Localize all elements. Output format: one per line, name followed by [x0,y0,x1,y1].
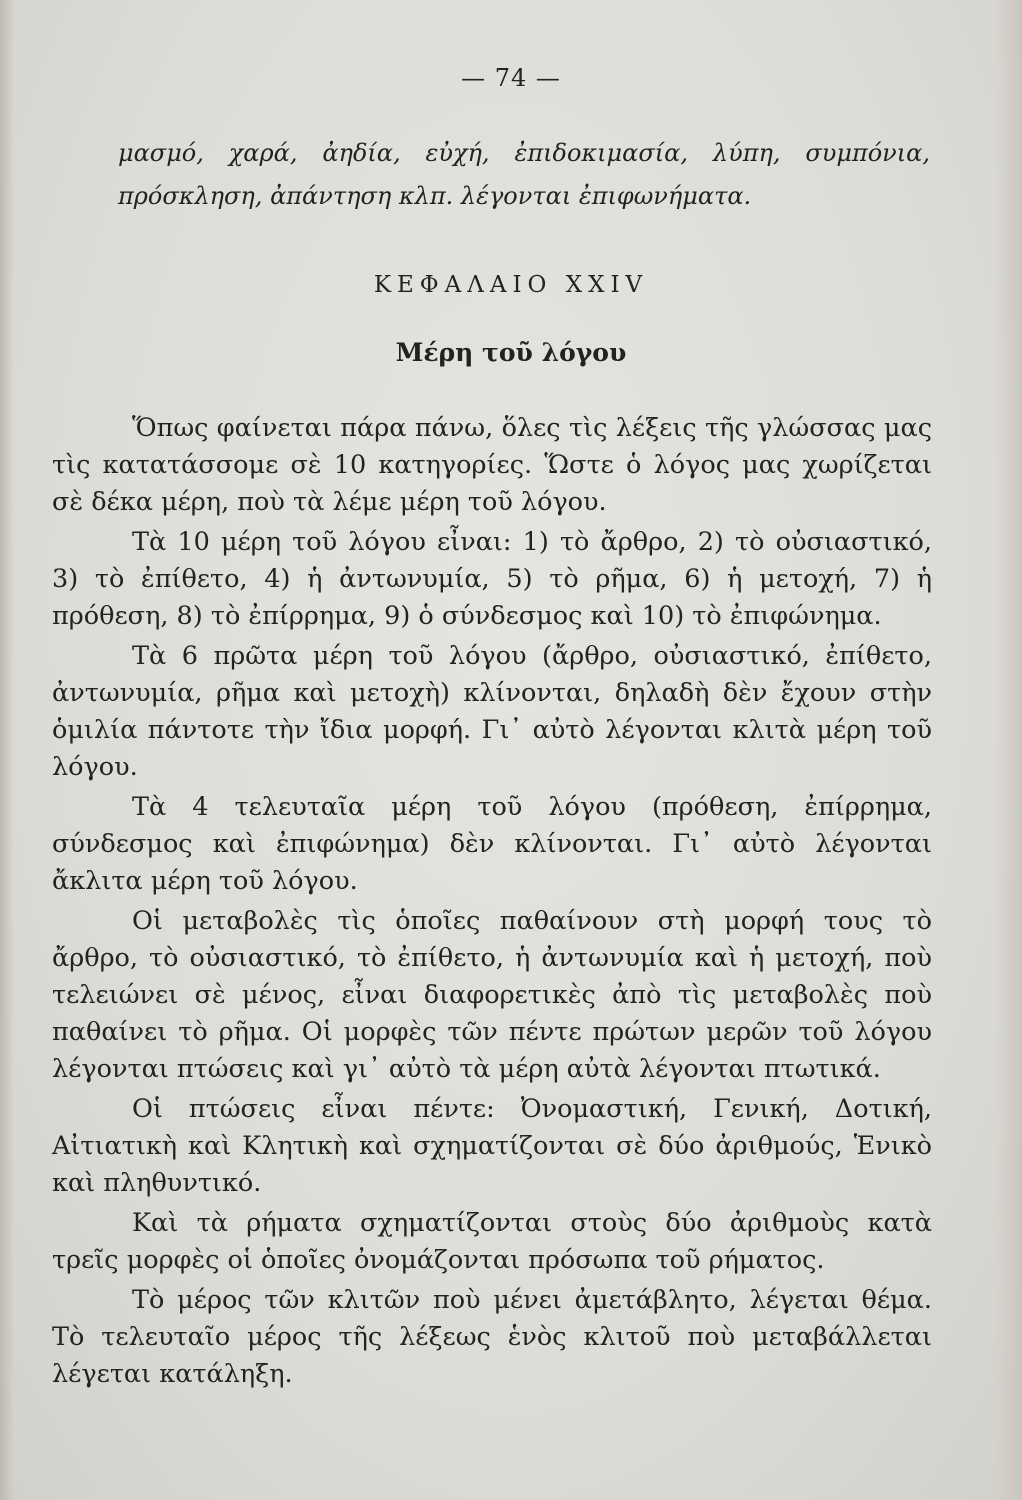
chapter-body [52,410,932,1396]
paragraph: Οἱ μεταβολὲς τὶς ὁποῖες παθαίνουν στὴ μορφή τους τὸ ἄρθρο, τὸ οὐσιαστικό, τὸ ἐπίθετο, ἡ ἀντωνυμία καὶ ἡ μετοχή, ποὺ τελειώνει σὲ μένος, εἶναι διαφορετικὲς ἀπὸ τὶς μεταβολὲς ποὺ παθαίνει τὸ ρῆμα. Οἱ μορφὲς τῶν πέντε πρώτων μερῶν τοῦ λόγου λέγονται πτώσεις καὶ γι᾽ αὐτὸ τὰ μέρη αὐτὰ λέγονται πτωτικά. [52,906,932,1084]
intro-paragraph: μασμό, χαρά, ἀηδία, εὐχή, ἐπιδοκιμασία, λύπη, συμπόνια, πρόσκληση, ἀπάντηση κλπ. λέγονται ἐπιφωνήματα. [118,139,930,210]
paragraph: Τὰ 6 πρῶτα μέρη τοῦ λόγου (ἄρθρο, οὐσιαστικό, ἐπίθετο, ἀντωνυμία, ρῆμα καὶ μετοχὴ) κλίνονται, δηλαδὴ δὲν ἔχουν στὴν ὁμιλία πάντοτε τὴν ἴδια μορφή. Γι᾽ αὐτὸ λέγονται κλιτὰ μέρη τοῦ λόγου. [52,641,932,782]
paragraph: Τὰ 10 μέρη τοῦ λόγου εἶναι: 1) τὸ ἄρθρο, 2) τὸ οὐσιαστικό, 3) τὸ ἐπίθετο, 4) ἡ ἀντωνυμία, 5) τὸ ρῆμα, 6) ἡ μετοχή, 7) ἡ πρόθεση, 8) τὸ ἐπίρρημα, 9) ὁ σύνδεσμος καὶ 10) τὸ ἐπιφώνημα. [52,527,932,631]
page-shadow-right [996,0,1022,1500]
chapter-subtitle: Μέρη τοῦ λόγου [395,338,627,367]
page-number: — 74 — [461,64,561,92]
chapter-title: ΚΕΦΑΛΑΙΟ XXIV [373,272,649,298]
paragraph: Οἱ πτώσεις εἶναι πέντε: Ὀνομαστική, Γενική, Δοτική, Αἰτιατικὴ καὶ Κλητικὴ καὶ σχηματίζονται σὲ δύο ἀριθμούς, Ἑνικὸ καὶ πληθυντικό. [52,1094,932,1198]
paragraph: Τὰ 4 τελευταῖα μέρη τοῦ λόγου (πρόθεση, ἐπίρρημα, σύνδεσμος καὶ ἐπιφώνημα) δὲν κλίνονται. Γι᾽ αὐτὸ λέγονται ἄκλιτα μέρη τοῦ λόγου. [52,792,932,896]
paragraph: Ὅπως φαίνεται πάρα πάνω, ὅλες τὶς λέξεις τῆς γλώσσας μας τὶς κατατάσσομε σὲ 10 κατηγορίες. Ὥστε ὁ λόγος μας χωρίζεται σὲ δέκα μέρη, ποὺ τὰ λέμε μέρη τοῦ λόγου. [52,413,932,517]
paragraph: Τὸ μέρος τῶν κλιτῶν ποὺ μένει ἀμετάβλητο, λέγεται θέμα. Τὸ τελευταῖο μέρος τῆς λέξεως ἑνὸς κλιτοῦ ποὺ μεταβάλλεται λέγεται κατάληξη. [52,1285,932,1389]
page-shadow-left [0,0,14,1500]
paragraph: Καὶ τὰ ρήματα σχηματίζονται στοὺς δύο ἀριθμοὺς κατὰ τρεῖς μορφὲς οἱ ὁποῖες ὀνομάζονται πρόσωπα τοῦ ρήματος. [52,1208,932,1275]
